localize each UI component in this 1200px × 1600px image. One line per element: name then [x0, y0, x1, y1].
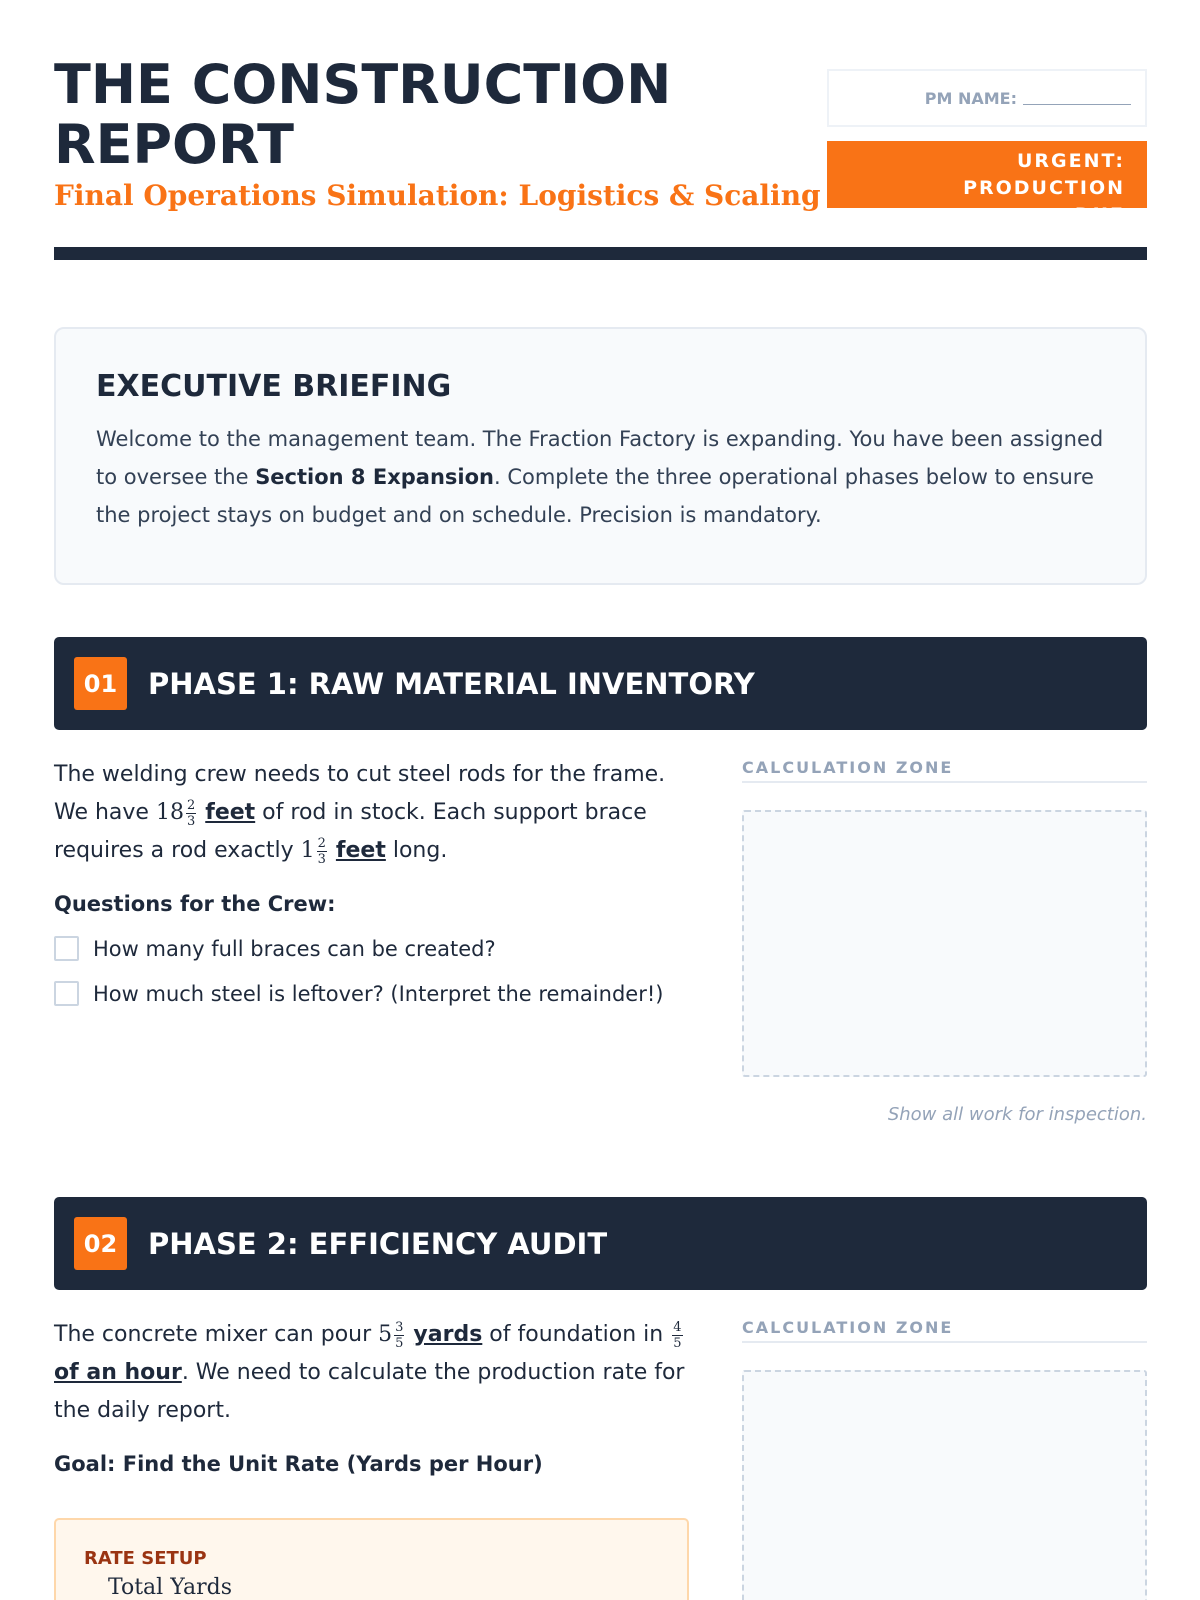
hour-unit: of an hour — [54, 1360, 182, 1385]
phase-1-content — [54, 756, 689, 1006]
goal-heading: Goal: Find the Unit Rate (Yards per Hour) — [54, 1452, 543, 1476]
story-text: The concrete mixer can pour — [54, 1322, 379, 1347]
story-text: of rod in stock. Each support brace requires a rod exactly — [54, 800, 647, 863]
question-text: How much steel is leftover? (Interpret the remainder!) — [93, 981, 664, 1006]
phase-2-content — [54, 1316, 689, 1476]
yards-unit: yards — [413, 1322, 483, 1347]
title-line-1: THE CONSTRUCTION — [54, 53, 672, 116]
fraction-denominator: 3 — [186, 813, 196, 829]
urgent-badge — [827, 141, 1147, 226]
brace-unit: feet — [335, 838, 386, 863]
story-text: The welding crew needs to cut steel rods for the frame. We have — [54, 762, 666, 825]
phase-1-calc-label: CALCULATION ZONE — [742, 758, 1147, 783]
executive-briefing — [54, 327, 1147, 585]
brace-fraction — [317, 836, 327, 867]
story-text: long. — [385, 838, 448, 863]
rate-setup-box — [54, 1518, 689, 1600]
pm-name-label: PM NAME: — [924, 88, 1017, 108]
briefing-text — [96, 420, 1105, 534]
fraction-denominator: 5 — [673, 1335, 682, 1351]
phase-2-story — [54, 1316, 689, 1430]
phase-1-calc-zone[interactable] — [742, 810, 1147, 1077]
pm-name-blank[interactable] — [1023, 91, 1131, 105]
fraction-numerator: 4 — [673, 1319, 682, 1335]
stock-fraction — [186, 798, 196, 829]
question-checkbox[interactable] — [54, 936, 79, 961]
story-text: of foundation in — [482, 1322, 671, 1347]
phase-1-number: 01 — [74, 657, 127, 710]
brace-whole-number: 1 — [300, 838, 315, 863]
phase-2-header — [54, 1197, 1147, 1290]
phase-1-story — [54, 756, 689, 870]
urgent-line-2: DUE — [1074, 204, 1125, 226]
fraction-numerator: 2 — [317, 835, 326, 851]
fraction-denominator: 3 — [317, 851, 326, 867]
pm-name-field[interactable] — [827, 69, 1147, 127]
question-text: How many full braces can be created? — [93, 936, 496, 961]
stock-unit: feet — [205, 800, 256, 825]
questions-heading: Questions for the Crew: — [54, 892, 336, 916]
question-checkbox[interactable] — [54, 981, 79, 1006]
report-header — [54, 55, 1147, 265]
report-subtitle: Final Operations Simulation: Logistics & Scaling — [54, 179, 821, 212]
urgent-line-1: URGENT: PRODUCTION — [963, 150, 1125, 199]
phase-1-header — [54, 637, 1147, 730]
phase-2-calc-label: CALCULATION ZONE — [742, 1318, 1147, 1343]
yards-whole-number: 5 — [378, 1322, 393, 1347]
briefing-highlight: Section 8 Expansion — [255, 465, 494, 489]
story-text: . We need to calculate the production rate for the daily report. — [54, 1360, 685, 1423]
hour-fraction — [672, 1320, 682, 1351]
report-title — [54, 55, 814, 175]
briefing-text-part: . Complete the three operational phases below to ensure the project stays on budget and on schedule. Precision is mandatory. — [96, 465, 1094, 527]
phase-1-note: Show all work for inspection. — [887, 1104, 1147, 1125]
briefing-heading: EXECUTIVE BRIEFING — [96, 369, 452, 404]
worksheet-page — [54, 0, 1147, 1600]
title-line-2: REPORT — [54, 113, 294, 176]
phase-1-title: PHASE 1: RAW MATERIAL INVENTORY — [148, 666, 755, 701]
phase-2-calc-zone[interactable] — [742, 1370, 1147, 1600]
fraction-numerator: 3 — [395, 1319, 404, 1335]
question-item — [54, 981, 689, 1006]
rate-numerator: Total Yards — [108, 1575, 233, 1600]
fraction-numerator: 2 — [186, 797, 196, 813]
briefing-text-part: Welcome to the management team. The Fraction Factory is expanding. You have been assigned to oversee the — [96, 427, 1104, 489]
stock-whole-number: 18 — [155, 800, 184, 825]
question-item — [54, 936, 689, 961]
header-divider — [54, 247, 1147, 260]
fraction-denominator: 5 — [395, 1335, 404, 1351]
rate-setup-label: RATE SETUP — [84, 1548, 207, 1569]
yards-fraction — [394, 1320, 404, 1351]
phase-2-title: PHASE 2: EFFICIENCY AUDIT — [148, 1226, 608, 1261]
phase-2-number: 02 — [74, 1217, 127, 1270]
